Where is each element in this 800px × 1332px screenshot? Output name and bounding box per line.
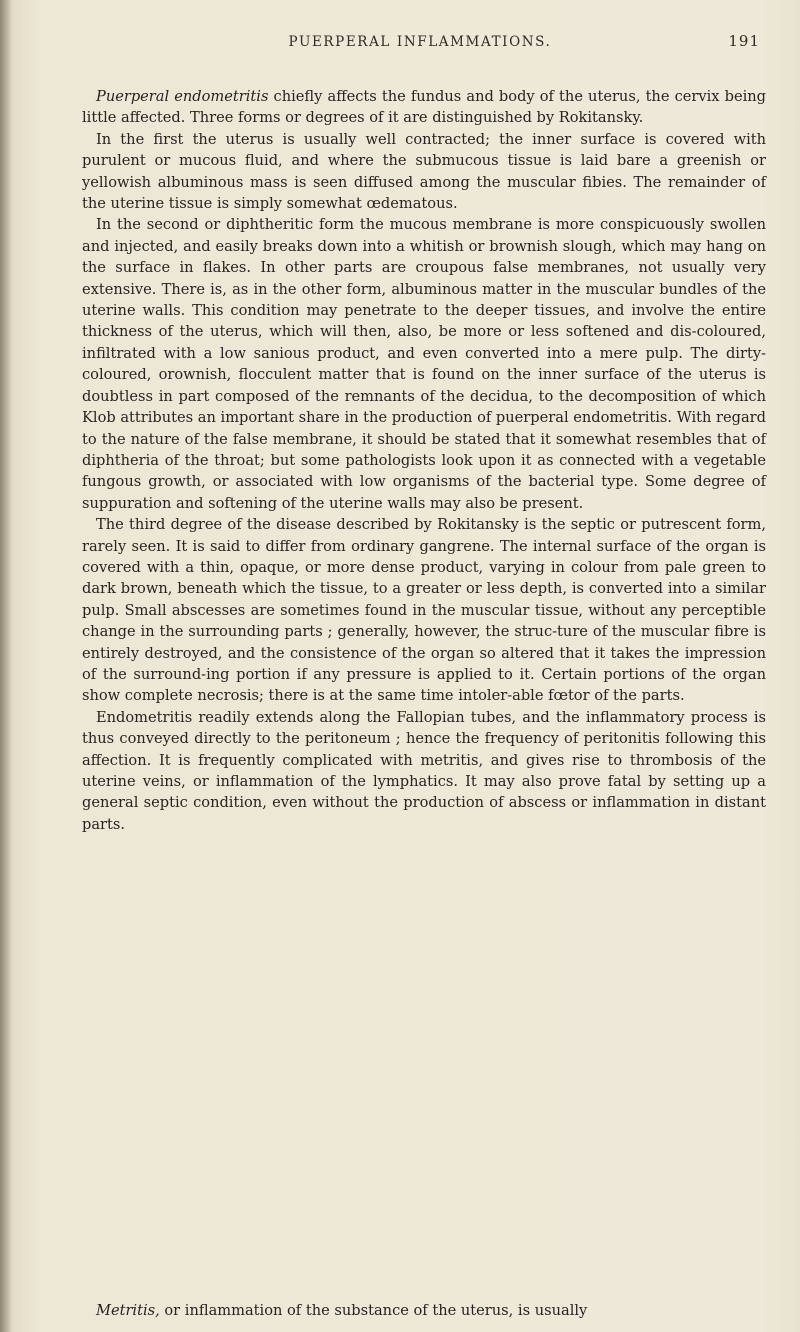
paragraph-intro xyxy=(82,86,766,129)
binding-shadow xyxy=(0,0,12,1332)
paragraph-text: or inflammation of the substance of the uterus, is usually xyxy=(159,1302,588,1319)
paragraph-text: The third degree of the disease described by Rokitansky is the septic or putrescent form, rarely seen. It is said to differ from ordinary gangrene. The internal surface of the organ is covered with a thin, opaque, or more dense product, varying in colour from pale green to dark brown, beneath which the tissue, to a greater or less depth, is converted into a similar pulp. Small abscesses are sometimes found in the muscular tissue, without any perceptible change in the surrounding parts ; generally, however, the struc-ture of the muscular fibre is entirely destroyed, and the consistence of the organ so altered that it takes the impression of the surround-ing portion if any pressure is applied to it. Certain portions of the organ show complete necrosis; there is at the same time intoler-able fœtor of the parts. xyxy=(82,516,766,705)
paragraph-text: In the second or diphtheritic form the mucous membrane is more conspicuously swollen and injected, and easily breaks down into a whitish or brownish slough, which may hang on the surface in flakes. In other parts are croupous false membranes, not usually very extensive. There is, as in the other form, albuminous matter in the muscular bundles of the uterine walls. This condition may penetrate to the deeper tissues, and involve the entire thickness of the uterus, which will then, also, be more or less softened and dis-coloured, infiltrated with a low sanious product, and even converted into a mere pulp. The dirty-coloured, orownish, flocculent matter that is found on the inner surface of the uterus is doubtless in part composed of the remnants of the decidua, to the decomposition of which Klob attributes an important share in the production of puerperal endometritis. With regard to the nature of the false membrane, it should be stated that it somewhat resembles that of diphtheria of the throat; but some pathologists look upon it as connected with a vegetable fungous growth, or associated with low organisms of the bacterial type. Some degree of suppuration and softening of the uterine walls may also be present. xyxy=(82,216,766,512)
paragraph-second-form xyxy=(82,214,766,514)
paragraph-extension xyxy=(82,707,766,835)
italic-term: Metritis, xyxy=(96,1302,160,1319)
paragraph-text: chiefly affects the fundus and body of the uterus, the cervix being little affected. Three forms or degrees of it are distinguished by Rokitansky. xyxy=(82,88,766,127)
page-number: 191 xyxy=(728,32,760,50)
italic-term: Puerperal endometritis xyxy=(96,88,269,105)
paragraph-metritis xyxy=(82,1300,766,1321)
paragraph-text: Endometritis readily extends along the Fallopian tubes, and the inflammatory process is thus conveyed directly to the peritoneum ; hence the frequency of peritonitis following this affection. It is frequently complicated with metritis, and gives rise to thrombosis of the uterine veins, or inflammation of the lymphatics. It may also prove fatal by setting up a general septic condition, even without the production of abscess or inflammation in distant parts. xyxy=(82,708,766,833)
paragraph-text: In the first the uterus is usually well contracted; the inner surface is covered with purulent or mucous fluid, and where the submucous tissue is laid bare a greenish or yellowish albuminous mass is seen diffused among the muscular fibies. The remainder of the uterine tissue is simply somewhat œdematous. xyxy=(82,130,766,213)
running-title: PUERPERAL INFLAMMATIONS. xyxy=(288,34,552,50)
page-header xyxy=(80,30,760,52)
paragraph-first-form xyxy=(82,129,766,215)
body-text xyxy=(82,86,766,835)
paragraph-third-form xyxy=(82,514,766,707)
